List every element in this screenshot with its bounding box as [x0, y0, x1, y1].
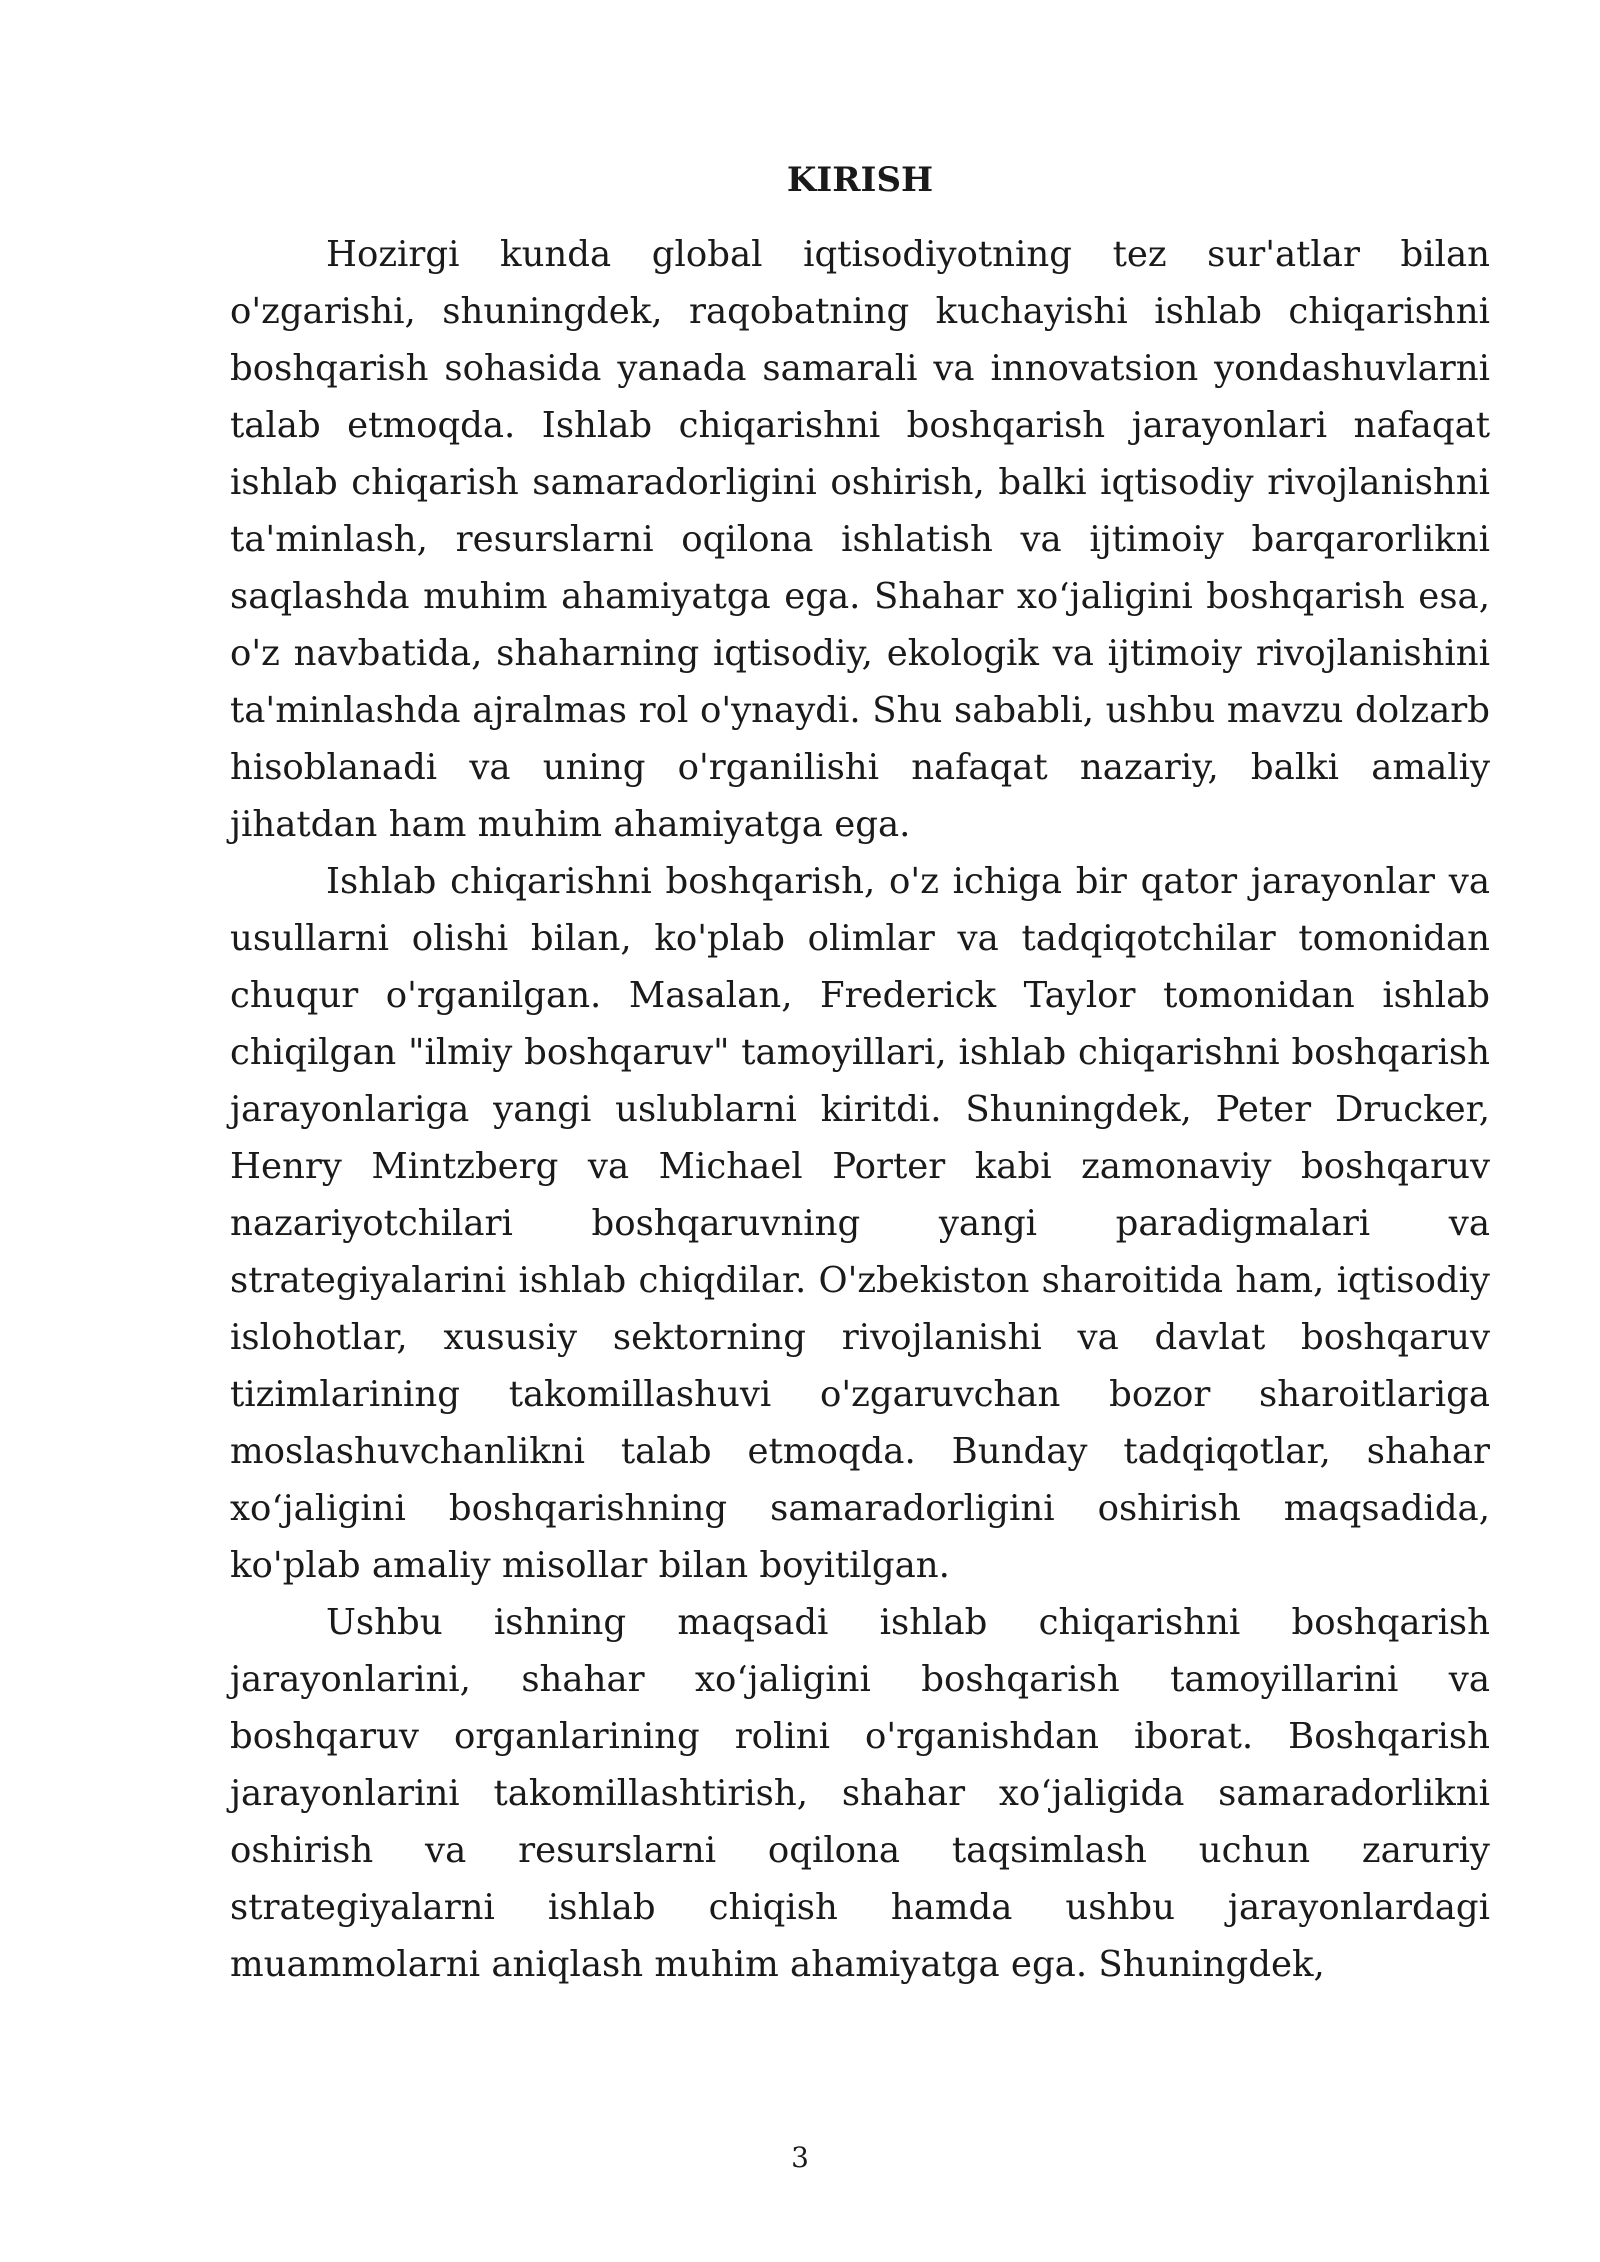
section-title: KIRISH — [786, 160, 934, 200]
paragraph-aim: Ushbu ishning maqsadi ishlab chiqarishni boshqarish jarayonlarini, shahar xo‘jaligini boshqarish tamoyillarini va boshqaruv organlarining rolini o'rganishdan iborat. Boshqarish jarayonlarini takomillashtirish, shahar xo‘jaligida samaradorlikni oshirish va resurslarni oqilona taqsimlash uchun zaruriy strategiyalarni ishlab chiqish hamda ushbu jarayonlardagi muammolarni aniqlash muhim ahamiyatga ega. Shuningdek, — [230, 1602, 1490, 1985]
document-page — [230, 160, 1490, 1993]
paragraph-intro: Hozirgi kunda global iqtisodiyotning tez sur'atlar bilan o'zgarishi, shuningdek, raqobatning kuchayishi ishlab chiqarishni boshqarish sohasida yanada samarali va innovatsion yondashuvlarni talab etmoqda. Ishlab chiqarishni boshqarish jarayonlari nafaqat ishlab chiqarish samaradorligini oshirish, balki iqtisodiy rivojlanishni ta'minlash, resurslarni oqilona ishlatish va ijtimoiy barqarorlikni saqlashda muhim ahamiyatga ega. Shahar xo‘jaligini boshqarish esa, o'z navbatida, shaharning iqtisodiy, ekologik va ijtimoiy rivojlanishini ta'minlashda ajralmas rol o'ynaydi. Shu sababli, ushbu mavzu dolzarb hisoblanadi va uning o'rganilishi nafaqat nazariy, balki amaliy jihatdan ham muhim ahamiyatga ega. — [230, 234, 1490, 845]
page-number: 3 — [791, 2141, 809, 2174]
paragraph-literature: Ishlab chiqarishni boshqarish, o'z ichiga bir qator jarayonlar va usullarni olishi bilan, ko'plab olimlar va tadqiqotchilar tomonidan chuqur o'rganilgan. Masalan, Frederick Taylor tomonidan ishlab chiqilgan "ilmiy boshqaruv" tamoyillari, ishlab chiqarishni boshqarish jarayonlariga yangi uslublarni kiritdi. Shuningdek, Peter Drucker, Henry Mintzberg va Michael Porter kabi zamonaviy boshqaruv nazariyotchilari boshqaruvning yangi paradigmalari va strategiyalarini ishlab chiqdilar. O'zbekiston sharoitida ham, iqtisodiy islohotlar, xususiy sektorning rivojlanishi va davlat boshqaruv tizimlarining takomillashuvi o'zgaruvchan bozor sharoitlariga moslashuvchanlikni talab etmoqda. Bunday tadqiqotlar, shahar xo‘jaligini boshqarishning samaradorligini oshirish maqsadida, ko'plab amaliy misollar bilan boyitilgan. — [230, 861, 1490, 1586]
